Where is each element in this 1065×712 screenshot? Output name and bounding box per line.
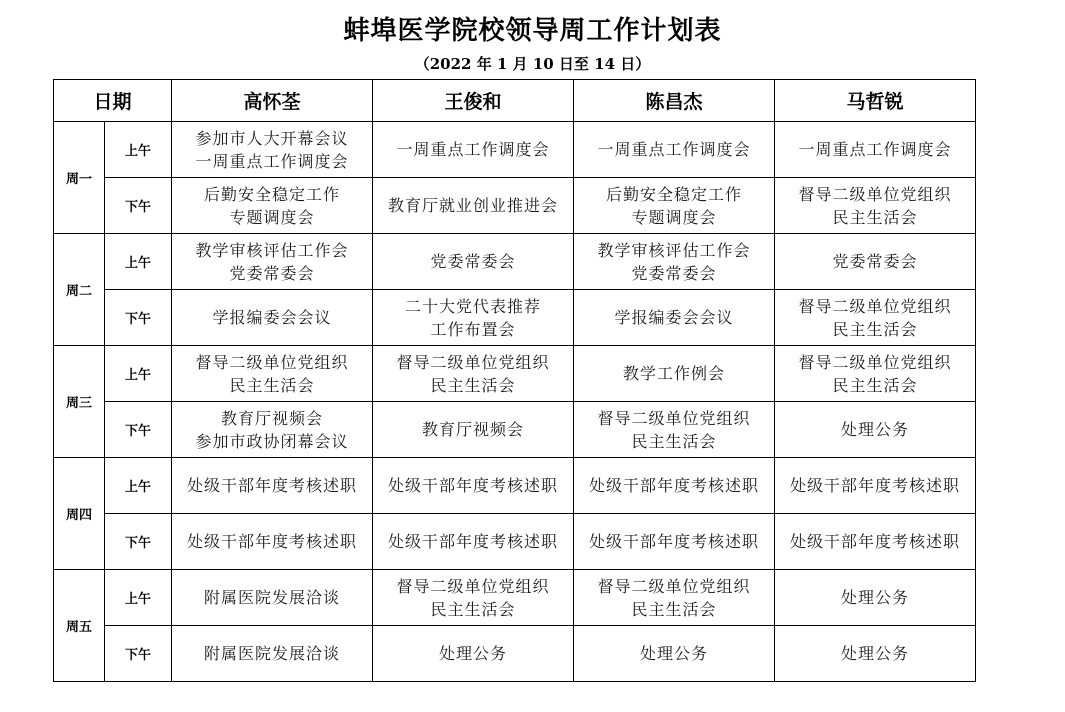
- schedule-cell-line: 处级干部年度考核述职: [589, 476, 760, 495]
- schedule-cell-line: 民主生活会: [631, 431, 717, 451]
- schedule-cell: [373, 570, 574, 626]
- schedule-cell-line: 教学工作例会: [623, 364, 726, 383]
- afternoon-label: 下午: [105, 402, 172, 458]
- schedule-cell-line: 处理公务: [841, 588, 910, 607]
- schedule-cell: [574, 626, 775, 682]
- schedule-cell-line: 督导二级单位党组织: [798, 184, 952, 204]
- table-row: [54, 570, 976, 626]
- table-row: [54, 122, 976, 178]
- schedule-cell: [775, 178, 976, 234]
- date-range-subtitle: （2022 年 1 月 10 日至 14 日）: [414, 55, 651, 73]
- schedule-cell: [172, 178, 373, 234]
- morning-label: 上午: [105, 458, 172, 514]
- afternoon-label: 下午: [105, 178, 172, 234]
- schedule-cell: [172, 514, 373, 570]
- table-row: [54, 626, 976, 682]
- morning-label: 上午: [105, 346, 172, 402]
- schedule-cell-line: 专题调度会: [631, 207, 717, 227]
- schedule-cell-line: 后勤安全稳定工作: [606, 184, 743, 204]
- schedule-cell-line: 参加市人大开幕会议: [195, 128, 349, 148]
- schedule-table: [53, 79, 976, 682]
- schedule-cell-line: 附属医院发展洽谈: [204, 588, 341, 607]
- schedule-cell-line: 处级干部年度考核述职: [388, 532, 559, 551]
- schedule-cell: [373, 290, 574, 346]
- schedule-cell-line: 党委常委会: [430, 252, 516, 271]
- schedule-cell: [574, 122, 775, 178]
- morning-label: 上午: [105, 234, 172, 290]
- schedule-cell-line: 民主生活会: [430, 375, 516, 395]
- schedule-cell: [172, 458, 373, 514]
- schedule-cell: [172, 234, 373, 290]
- schedule-cell-line: 处理公务: [439, 644, 508, 663]
- schedule-cell: [172, 346, 373, 402]
- schedule-cell-line: 教育厅视频会: [422, 420, 525, 439]
- schedule-cell: [775, 570, 976, 626]
- schedule-cell-line: 附属医院发展洽谈: [204, 644, 341, 663]
- schedule-cell-line: 民主生活会: [832, 319, 918, 339]
- leader-header: 王俊和: [373, 80, 574, 122]
- weekday-label: 周一: [54, 122, 105, 234]
- schedule-cell-line: 教育厅视频会: [221, 408, 324, 428]
- schedule-cell-line: 处理公务: [841, 420, 910, 439]
- schedule-cell-line: 一周重点工作调度会: [597, 140, 751, 159]
- schedule-cell: [775, 458, 976, 514]
- schedule-cell-line: 工作布置会: [430, 319, 516, 339]
- schedule-cell-line: 处理公务: [640, 644, 709, 663]
- schedule-cell-line: 党委常委会: [229, 263, 315, 283]
- schedule-cell-line: 民主生活会: [832, 375, 918, 395]
- schedule-cell: [373, 626, 574, 682]
- schedule-cell-line: 一周重点工作调度会: [798, 140, 952, 159]
- schedule-cell-line: 处级干部年度考核述职: [187, 476, 358, 495]
- schedule-cell: [373, 514, 574, 570]
- schedule-cell-line: 参加市政协闭幕会议: [195, 431, 349, 451]
- schedule-cell-line: 督导二级单位党组织: [798, 296, 952, 316]
- schedule-cell: [775, 122, 976, 178]
- schedule-cell-line: 一周重点工作调度会: [195, 151, 349, 171]
- table-row: [54, 402, 976, 458]
- schedule-cell: [172, 402, 373, 458]
- schedule-cell-line: 督导二级单位党组织: [798, 352, 952, 372]
- page-title: 蚌埠医学院校领导周工作计划表: [343, 16, 722, 46]
- schedule-cell-line: 后勤安全稳定工作: [204, 184, 341, 204]
- schedule-cell: [373, 234, 574, 290]
- morning-label: 上午: [105, 570, 172, 626]
- table-row: [54, 178, 976, 234]
- schedule-cell-line: 督导二级单位党组织: [597, 408, 751, 428]
- table-row: [54, 514, 976, 570]
- schedule-cell-line: 党委常委会: [832, 252, 918, 271]
- schedule-cell-line: 教育厅就业创业推进会: [388, 196, 559, 215]
- schedule-cell-line: 处理公务: [841, 644, 910, 663]
- schedule-cell: [172, 626, 373, 682]
- schedule-cell: [574, 402, 775, 458]
- schedule-cell: [775, 402, 976, 458]
- schedule-cell: [373, 178, 574, 234]
- schedule-cell-line: 民主生活会: [832, 207, 918, 227]
- schedule-body: [54, 122, 976, 682]
- schedule-cell: [775, 290, 976, 346]
- schedule-cell: [775, 234, 976, 290]
- table-row: [54, 458, 976, 514]
- schedule-cell: [574, 346, 775, 402]
- schedule-cell: [373, 346, 574, 402]
- schedule-cell: [574, 514, 775, 570]
- afternoon-label: 下午: [105, 514, 172, 570]
- schedule-cell: [574, 178, 775, 234]
- schedule-cell-line: 处级干部年度考核述职: [589, 532, 760, 551]
- schedule-cell: [775, 346, 976, 402]
- weekday-label: 周五: [54, 570, 105, 682]
- schedule-cell-line: 处级干部年度考核述职: [187, 532, 358, 551]
- afternoon-label: 下午: [105, 626, 172, 682]
- schedule-cell-line: 督导二级单位党组织: [396, 576, 550, 596]
- weekday-label: 周二: [54, 234, 105, 346]
- header-row: [54, 80, 976, 122]
- schedule-cell-line: 党委常委会: [631, 263, 717, 283]
- schedule-cell-line: 一周重点工作调度会: [396, 140, 550, 159]
- schedule-cell-line: 专题调度会: [229, 207, 315, 227]
- schedule-cell-line: 民主生活会: [631, 599, 717, 619]
- schedule-cell-line: 民主生活会: [229, 375, 315, 395]
- schedule-cell: [373, 122, 574, 178]
- schedule-cell: [373, 458, 574, 514]
- table-row: [54, 234, 976, 290]
- schedule-cell-line: 处级干部年度考核述职: [388, 476, 559, 495]
- schedule-cell-line: 督导二级单位党组织: [396, 352, 550, 372]
- schedule-cell-line: 教学审核评估工作会: [597, 240, 751, 260]
- morning-label: 上午: [105, 122, 172, 178]
- schedule-cell: [574, 458, 775, 514]
- schedule-cell: [775, 514, 976, 570]
- schedule-cell: [574, 234, 775, 290]
- afternoon-label: 下午: [105, 290, 172, 346]
- leader-header: 马哲锐: [775, 80, 976, 122]
- schedule-cell: [172, 570, 373, 626]
- schedule-cell-line: 民主生活会: [430, 599, 516, 619]
- schedule-cell-line: 教学审核评估工作会: [195, 240, 349, 260]
- schedule-cell-line: 处级干部年度考核述职: [790, 476, 961, 495]
- schedule-cell: [172, 122, 373, 178]
- schedule-cell: [172, 290, 373, 346]
- schedule-cell-line: 处级干部年度考核述职: [790, 532, 961, 551]
- schedule-cell: [373, 402, 574, 458]
- leader-header: 高怀荃: [172, 80, 373, 122]
- date-column-header: 日期: [54, 80, 172, 122]
- weekday-label: 周四: [54, 458, 105, 570]
- schedule-cell: [574, 570, 775, 626]
- schedule-cell-line: 学报编委会会议: [614, 308, 734, 327]
- schedule-cell-line: 学报编委会会议: [212, 308, 332, 327]
- leader-header: 陈昌杰: [574, 80, 775, 122]
- schedule-cell-line: 督导二级单位党组织: [597, 576, 751, 596]
- schedule-cell-line: 督导二级单位党组织: [195, 352, 349, 372]
- schedule-cell: [775, 626, 976, 682]
- table-row: [54, 346, 976, 402]
- schedule-cell-line: 二十大党代表推荐: [405, 296, 542, 316]
- table-row: [54, 290, 976, 346]
- schedule-cell: [574, 290, 775, 346]
- weekday-label: 周三: [54, 346, 105, 458]
